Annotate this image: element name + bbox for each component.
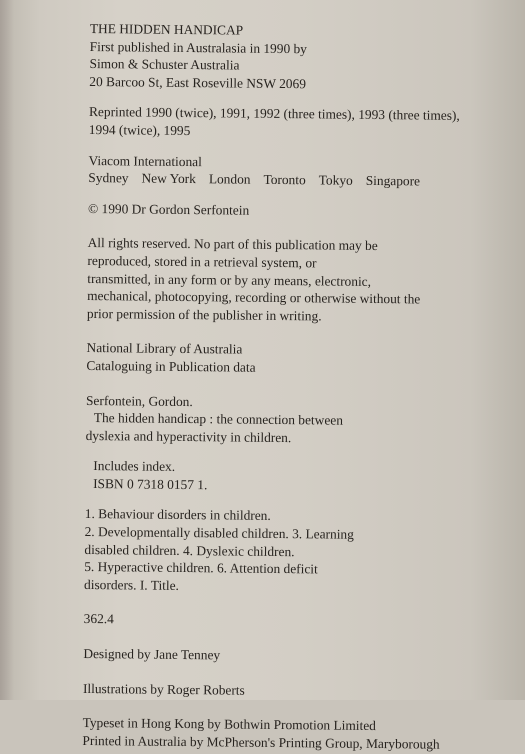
cip-subject-line: 2. Developmentally disabled children. 3. Learning	[84, 524, 354, 542]
city: Singapore	[365, 173, 421, 189]
isbn: ISBN 0 7318 0157 1.	[93, 475, 208, 493]
rights-line: All rights reserved. No part of this publication may be	[87, 235, 378, 254]
city: New York	[141, 170, 196, 187]
classification-number: 362.4	[83, 611, 114, 627]
cip-heading: Cataloguing in Publication data	[86, 357, 256, 375]
rights-line: mechanical, photocopying, recording or otherwise without the	[87, 288, 421, 307]
publisher-name: Simon & Schuster Australia	[89, 56, 240, 73]
cip-title-line: The hidden handicap : the connection between	[93, 410, 344, 428]
binding-shadow	[0, 0, 14, 700]
city: London	[208, 171, 251, 187]
cip-title-line: dyslexia and hyperactivity in children.	[85, 427, 292, 445]
reprint-line-2: 1994 (twice), 1995	[88, 121, 191, 139]
rights-line: reproduced, stored in a retrieval system, or	[87, 252, 317, 271]
publisher-address: 20 Barcoo St, East Roseville NSW 2069	[89, 73, 307, 92]
library-name: National Library of Australia	[86, 340, 243, 357]
typesetter-credit: Typeset in Hong Kong by Bothwin Promotion Limited	[82, 715, 376, 734]
first-published-line: First published in Australasia in 1990 by	[89, 38, 308, 56]
rights-line: prior permission of the publisher in writing.	[86, 305, 322, 324]
cip-subject-line: disorders. I. Title.	[84, 576, 180, 593]
imprint-text-block	[82, 20, 490, 754]
parent-company: Viacom International	[88, 152, 202, 169]
cip-subject-line: 1. Behaviour disorders in children.	[84, 506, 271, 524]
book-title: THE HIDDEN HANDICAP	[89, 20, 244, 38]
city: Toronto	[263, 171, 306, 188]
rights-line: transmitted, in any form or by any means, electronic,	[87, 270, 372, 289]
city: Sydney	[88, 170, 129, 186]
cip-author: Serfontein, Gordon.	[85, 392, 193, 409]
cip-subject-line: disabled children. 4. Dyslexic children.	[84, 541, 295, 559]
illustrator-credit: Illustrations by Roger Roberts	[82, 680, 245, 698]
cip-subject-line: 5. Hyperactive children. 6. Attention deficit	[84, 559, 318, 577]
copyright-notice: © 1990 Dr Gordon Serfontein	[87, 200, 250, 218]
reprint-line-1: Reprinted 1990 (twice), 1991, 1992 (three times), 1993 (three times),	[88, 104, 460, 124]
printer-credit: Printed in Australia by McPherson's Printing Group, Maryborough	[82, 732, 440, 752]
designer-credit: Designed by Jane Tenney	[83, 645, 221, 663]
city: Tokyo	[318, 172, 353, 188]
cip-includes: Includes index.	[93, 458, 176, 475]
